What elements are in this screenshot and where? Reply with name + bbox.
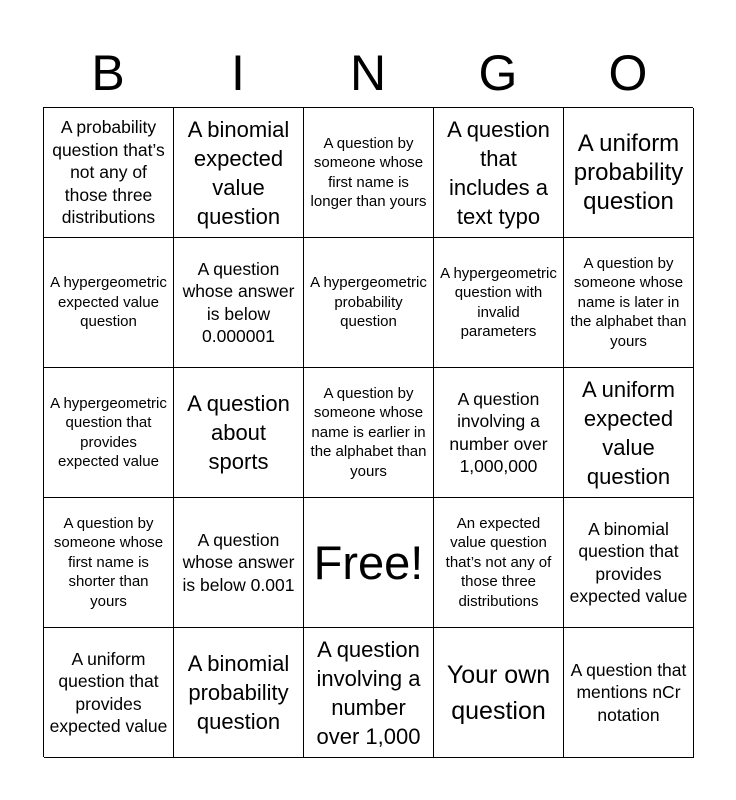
bingo-cell-r5-c5[interactable] bbox=[564, 628, 694, 758]
bingo-cell-r4-c5[interactable] bbox=[564, 498, 694, 628]
header-letter-g: G bbox=[478, 45, 518, 101]
bingo-cell-r3-c5[interactable] bbox=[564, 368, 694, 498]
bingo-cell-r1-c4[interactable] bbox=[434, 108, 564, 238]
header-letter-b: B bbox=[91, 45, 125, 101]
bingo-cell-r2-c4[interactable] bbox=[434, 238, 564, 368]
bingo-board bbox=[43, 107, 693, 757]
cell-text: A uniform expected value question bbox=[582, 376, 675, 489]
cell-text: A hypergeometric question with invalid parameters bbox=[440, 264, 557, 340]
cell-text: A question by someone whose name is later in the alphabet than yours bbox=[570, 254, 687, 350]
bingo-cell-r4-c2[interactable] bbox=[174, 498, 304, 628]
bingo-cell-r1-c5[interactable] bbox=[564, 108, 694, 238]
cell-text: A question that includes a text typo bbox=[447, 116, 550, 229]
cell-text: A question by someone whose first name is shorter than yours bbox=[53, 514, 164, 610]
cell-text: A uniform probability question bbox=[573, 130, 684, 215]
bingo-cell-r4-c4[interactable] bbox=[434, 498, 564, 628]
cell-text: A question about sports bbox=[187, 391, 290, 474]
bingo-cell-r2-c3[interactable] bbox=[304, 238, 434, 368]
bingo-cell-r3-c4[interactable] bbox=[434, 368, 564, 498]
cell-text: A question by someone whose name is earlier in the alphabet than yours bbox=[310, 384, 427, 480]
bingo-cell-r2-c1[interactable] bbox=[44, 238, 174, 368]
cell-text: A binomial expected value question bbox=[187, 116, 290, 229]
bingo-cell-r1-c3[interactable] bbox=[304, 108, 434, 238]
cell-text: An expected value question that’s not any of those three distributions bbox=[445, 514, 552, 610]
cell-text: A binomial probability question bbox=[187, 651, 290, 734]
bingo-cell-r3-c2[interactable] bbox=[174, 368, 304, 498]
bingo-cell-r1-c2[interactable] bbox=[174, 108, 304, 238]
header-letter-i: I bbox=[231, 45, 245, 101]
bingo-cell-free-space[interactable] bbox=[304, 498, 434, 628]
bingo-cell-r3-c3[interactable] bbox=[304, 368, 434, 498]
cell-text: A binomial question that provides expected value bbox=[569, 518, 688, 606]
bingo-cell-r4-c1[interactable] bbox=[44, 498, 174, 628]
bingo-cell-r5-c4[interactable] bbox=[434, 628, 564, 758]
header-letter-n: N bbox=[349, 45, 387, 101]
bingo-cell-r5-c1[interactable] bbox=[44, 628, 174, 758]
bingo-cell-r2-c2[interactable] bbox=[174, 238, 304, 368]
cell-text: A hypergeometric expected value question bbox=[50, 274, 167, 331]
cell-text: A hypergeometric probability question bbox=[310, 274, 427, 331]
bingo-cell-r2-c5[interactable] bbox=[564, 238, 694, 368]
cell-text: A probability question that’s not any of those three distributions bbox=[52, 117, 165, 228]
bingo-header bbox=[43, 38, 693, 108]
cell-text: A question that mentions nCr notation bbox=[570, 659, 687, 725]
cell-text: A question whose answer is below 0.000001 bbox=[182, 258, 295, 346]
cell-text: A question involving a number over 1,000,000 bbox=[449, 388, 548, 476]
cell-text: Your own question bbox=[446, 660, 551, 725]
bingo-cell-r1-c1[interactable] bbox=[44, 108, 174, 238]
cell-text: A question whose answer is below 0.001 bbox=[182, 529, 295, 595]
bingo-cell-r5-c3[interactable] bbox=[304, 628, 434, 758]
cell-text: A question by someone whose first name is longer than yours bbox=[310, 134, 427, 210]
bingo-cell-r3-c1[interactable] bbox=[44, 368, 174, 498]
header-letter-o: O bbox=[608, 45, 648, 101]
cell-text: A uniform question that provides expected value bbox=[49, 648, 168, 736]
cell-text: A question involving a number over 1,000 bbox=[316, 636, 421, 749]
bingo-cell-r5-c2[interactable] bbox=[174, 628, 304, 758]
free-space-label: Free! bbox=[313, 536, 424, 589]
cell-text: A hypergeometric question that provides expected value bbox=[50, 394, 167, 470]
